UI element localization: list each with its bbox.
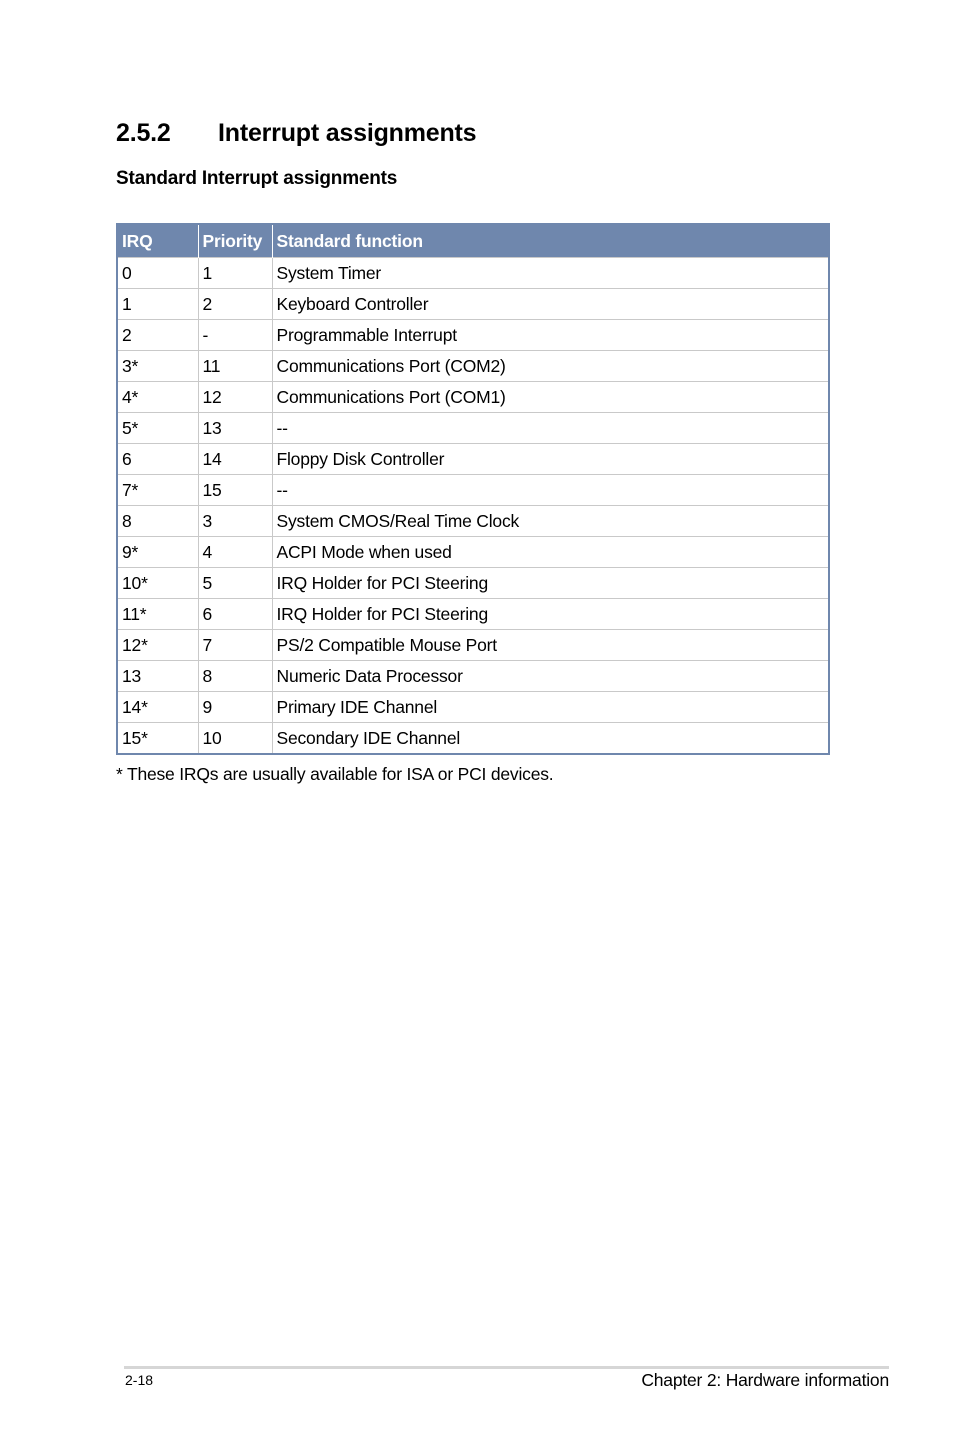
table-row bbox=[117, 413, 829, 444]
cell-irq: 2 bbox=[117, 320, 198, 351]
table-row bbox=[117, 506, 829, 537]
cell-function: IRQ Holder for PCI Steering bbox=[272, 599, 829, 630]
cell-function: Numeric Data Processor bbox=[272, 661, 829, 692]
section-heading bbox=[116, 119, 476, 148]
cell-priority: 14 bbox=[198, 444, 272, 475]
chapter-title: Chapter 2: Hardware information bbox=[641, 1370, 889, 1390]
header-standard-function: Standard function bbox=[272, 224, 829, 258]
cell-function: System Timer bbox=[272, 258, 829, 289]
table-row bbox=[117, 444, 829, 475]
cell-priority: 8 bbox=[198, 661, 272, 692]
cell-priority: 11 bbox=[198, 351, 272, 382]
table-row bbox=[117, 723, 829, 755]
cell-irq: 12* bbox=[117, 630, 198, 661]
footnote: * These IRQs are usually available for ISA or PCI devices. bbox=[116, 764, 554, 784]
table-row bbox=[117, 661, 829, 692]
page-number: 2-18 bbox=[125, 1372, 154, 1388]
cell-irq: 1 bbox=[117, 289, 198, 320]
cell-irq: 13 bbox=[117, 661, 198, 692]
cell-irq: 7* bbox=[117, 475, 198, 506]
table-row bbox=[117, 258, 829, 289]
cell-irq: 15* bbox=[117, 723, 198, 755]
cell-irq: 11* bbox=[117, 599, 198, 630]
cell-function: Keyboard Controller bbox=[272, 289, 829, 320]
table-row bbox=[117, 599, 829, 630]
table-row bbox=[117, 351, 829, 382]
cell-function: PS/2 Compatible Mouse Port bbox=[272, 630, 829, 661]
table-row bbox=[117, 382, 829, 413]
cell-priority: 4 bbox=[198, 537, 272, 568]
subheading: Standard Interrupt assignments bbox=[116, 168, 398, 189]
cell-priority: 5 bbox=[198, 568, 272, 599]
table-row bbox=[117, 320, 829, 351]
cell-priority: 15 bbox=[198, 475, 272, 506]
table-row bbox=[117, 475, 829, 506]
cell-irq: 8 bbox=[117, 506, 198, 537]
cell-irq: 9* bbox=[117, 537, 198, 568]
cell-function: Communications Port (COM2) bbox=[272, 351, 829, 382]
cell-irq: 14* bbox=[117, 692, 198, 723]
header-priority: Priority bbox=[198, 224, 272, 258]
cell-function: -- bbox=[272, 475, 829, 506]
table-row bbox=[117, 692, 829, 723]
cell-priority: 1 bbox=[198, 258, 272, 289]
cell-irq: 5* bbox=[117, 413, 198, 444]
cell-irq: 6 bbox=[117, 444, 198, 475]
cell-priority: 7 bbox=[198, 630, 272, 661]
table-row bbox=[117, 630, 829, 661]
cell-function: System CMOS/Real Time Clock bbox=[272, 506, 829, 537]
cell-irq: 0 bbox=[117, 258, 198, 289]
cell-function: Floppy Disk Controller bbox=[272, 444, 829, 475]
section-title: Interrupt assignments bbox=[218, 119, 477, 147]
table-body bbox=[117, 258, 829, 755]
cell-priority: 12 bbox=[198, 382, 272, 413]
table-header-row bbox=[117, 224, 829, 258]
table-row bbox=[117, 537, 829, 568]
cell-priority: 3 bbox=[198, 506, 272, 537]
section-number: 2.5.2 bbox=[116, 119, 171, 147]
cell-irq: 10* bbox=[117, 568, 198, 599]
cell-function: Communications Port (COM1) bbox=[272, 382, 829, 413]
cell-irq: 4* bbox=[117, 382, 198, 413]
cell-priority: 13 bbox=[198, 413, 272, 444]
cell-function: Primary IDE Channel bbox=[272, 692, 829, 723]
cell-function: Programmable Interrupt bbox=[272, 320, 829, 351]
irq-table bbox=[116, 223, 830, 755]
cell-priority: 6 bbox=[198, 599, 272, 630]
cell-function: -- bbox=[272, 413, 829, 444]
table-row bbox=[117, 568, 829, 599]
cell-function: ACPI Mode when used bbox=[272, 537, 829, 568]
cell-priority: - bbox=[198, 320, 272, 351]
table-row bbox=[117, 289, 829, 320]
footer-rule bbox=[124, 1366, 889, 1369]
header-irq: IRQ bbox=[117, 224, 198, 258]
cell-priority: 10 bbox=[198, 723, 272, 755]
cell-function: IRQ Holder for PCI Steering bbox=[272, 568, 829, 599]
cell-priority: 2 bbox=[198, 289, 272, 320]
cell-priority: 9 bbox=[198, 692, 272, 723]
cell-function: Secondary IDE Channel bbox=[272, 723, 829, 755]
cell-irq: 3* bbox=[117, 351, 198, 382]
